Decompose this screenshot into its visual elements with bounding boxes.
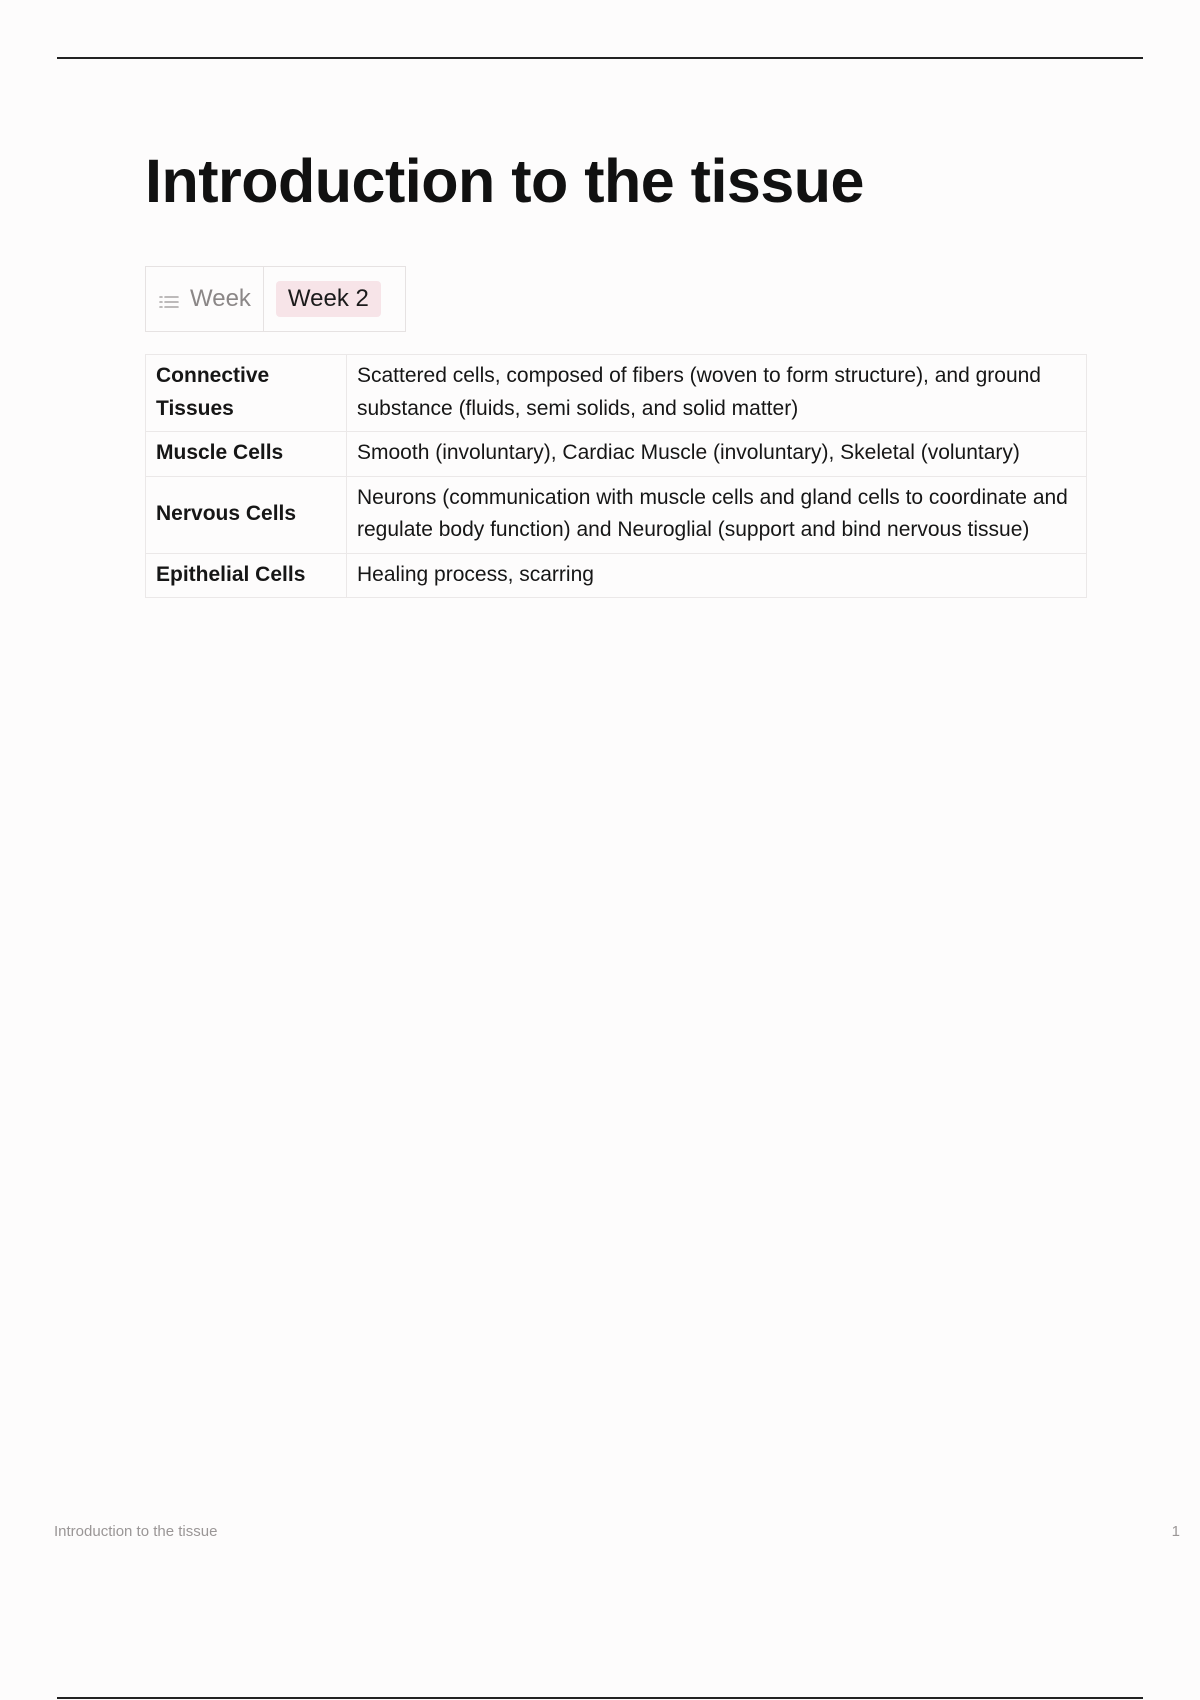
row-term: Nervous Cells <box>146 476 347 553</box>
row-description: Healing process, scarring <box>347 553 1087 598</box>
footer-page-number: 1 <box>1171 1523 1180 1540</box>
row-term: Epithelial Cells <box>146 553 347 598</box>
row-description: Neurons (communication with muscle cells and gland cells to coordinate and regulate body function) and Neuroglial (support and bind nervous tissue) <box>347 476 1087 553</box>
property-name-cell <box>146 267 264 331</box>
page-title: Introduction to the tissue <box>145 147 864 215</box>
week-property <box>145 266 406 332</box>
property-label: Week <box>190 285 251 312</box>
row-description: Smooth (involuntary), Cardiac Muscle (involuntary), Skeletal (voluntary) <box>347 432 1087 477</box>
table-row <box>146 476 1087 553</box>
row-term: Connective Tissues <box>146 355 347 432</box>
bottom-divider <box>57 1697 1143 1699</box>
property-value-cell <box>264 267 405 331</box>
week-tag: Week 2 <box>276 281 381 317</box>
footer-document-title: Introduction to the tissue <box>54 1523 218 1540</box>
row-term: Muscle Cells <box>146 432 347 477</box>
table-row <box>146 553 1087 598</box>
list-icon <box>158 291 180 313</box>
tissue-table <box>145 354 1087 598</box>
top-divider <box>57 57 1143 59</box>
table-row <box>146 432 1087 477</box>
row-description: Scattered cells, composed of fibers (woven to form structure), and ground substance (fluids, semi solids, and solid matter) <box>347 355 1087 432</box>
table-row <box>146 355 1087 432</box>
